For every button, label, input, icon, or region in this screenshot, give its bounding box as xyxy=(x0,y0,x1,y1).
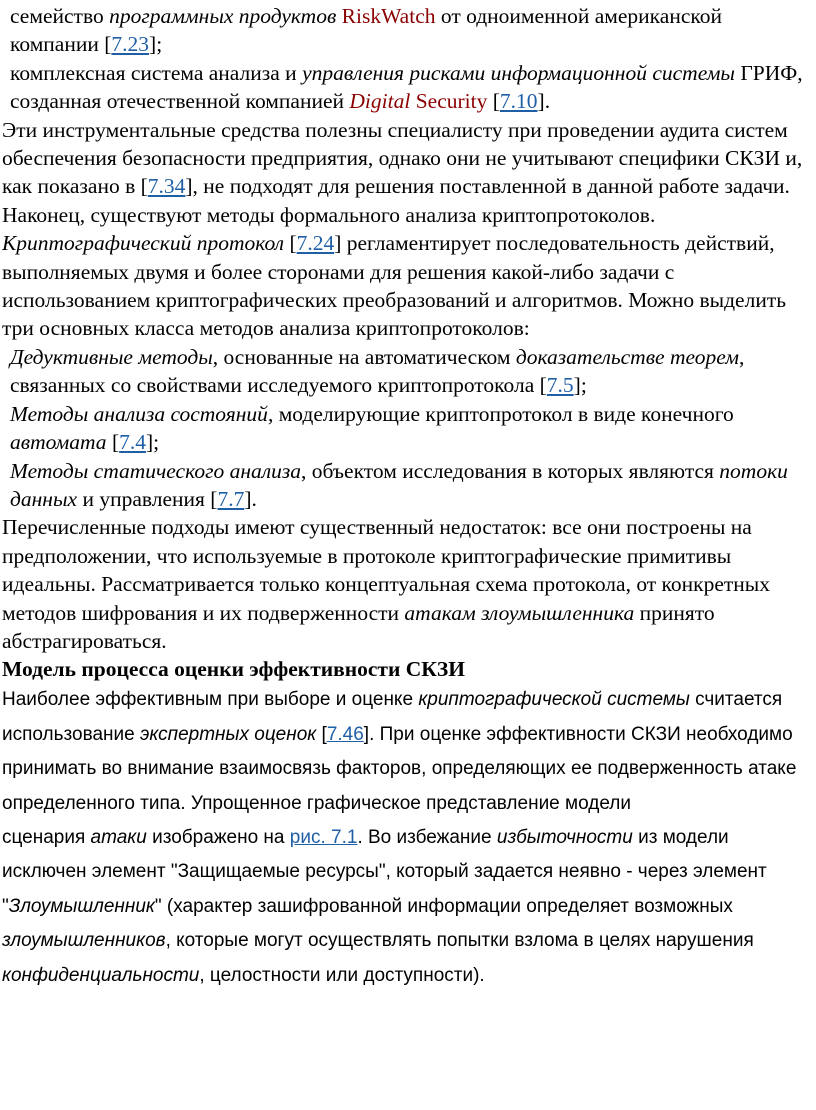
text-run: Наиболее эффективным при выборе и оценке xyxy=(2,689,419,711)
text-run: " (характер зашифрованной информации определяет возможных xyxy=(154,895,733,917)
paragraph-formal-analysis xyxy=(0,201,816,343)
reference-link[interactable]: 7.46 xyxy=(326,723,364,745)
text-run: [ xyxy=(284,231,297,256)
italic-term: конфиденциальности xyxy=(2,964,200,986)
reference-link[interactable]: 7.24 xyxy=(296,231,335,256)
text-run: , которые могут осуществлять попытки взлома в целях нарушения xyxy=(165,930,754,952)
italic-term: Злоумышленник xyxy=(8,895,155,917)
list-item-state-analysis xyxy=(0,400,816,457)
text-run: ] регламентирует последовательность действий, выполняемых двумя и более сторонами для решения какой-либо задачи с использованием криптографических преобразований и алгоритмов. Можно выделить три основных класса методов анализа криптопротоколов: xyxy=(2,231,787,341)
text-run: [ xyxy=(316,723,327,745)
italic-term: избыточности xyxy=(496,826,633,848)
italic-term: потоки данных xyxy=(10,458,788,511)
text-run: комплексная система анализа и xyxy=(10,60,303,85)
reference-link[interactable]: 7.4 xyxy=(119,430,146,455)
italic-term: Криптографический протокол xyxy=(2,231,285,256)
text-run: [ xyxy=(106,430,120,455)
paragraph-drawbacks xyxy=(0,513,816,655)
italic-term: криптографической системы xyxy=(418,689,690,711)
text-run: ]; xyxy=(573,373,587,398)
italic-term: злоумышленников xyxy=(2,930,166,952)
text-run: ]. xyxy=(537,89,551,114)
reference-link[interactable]: 7.23 xyxy=(111,32,150,57)
intro-section xyxy=(0,2,816,655)
italic-term: Методы анализа состояний xyxy=(10,401,268,426)
list-item-riskwatch xyxy=(0,2,816,59)
text-run: от одноименной американской компании [ xyxy=(10,4,722,57)
text-run: ]. xyxy=(244,486,257,511)
italic-term: автомата xyxy=(10,430,107,455)
italic-term: атаки xyxy=(90,826,147,848)
text-run: , моделирующие криптопротокол в виде конечного xyxy=(267,401,734,426)
italic-term: доказательстве теорем xyxy=(515,344,739,369)
brand-name: Security xyxy=(415,89,488,114)
text-run: считается использование xyxy=(2,689,783,745)
text-run: Перечисленные подходы имеют существенный недостаток: все они построены на предположении, что используемые в протоколе криптографические примитивы идеальны. Рассматривается только концептуальная схема протокола, от конкретных методов шифрования и их подверженности xyxy=(2,515,770,625)
text-run: ], не подходят для решения поставленной в данной работе задачи. xyxy=(185,174,790,199)
figure-link[interactable]: рис. 7.1 xyxy=(289,826,358,848)
text-run: ]; xyxy=(145,430,160,455)
text-run: из модели исключен элемент "Защищаемые ресурсы", который задается неявно - через элемент " xyxy=(2,826,767,917)
paragraph-tools xyxy=(0,116,816,201)
italic-term: Дедуктивные методы xyxy=(10,344,213,369)
text-run: изображено на xyxy=(146,826,290,848)
text-run: Наконец, существуют методы формального анализа криптопротоколов. xyxy=(2,202,656,227)
list-item-static-analysis xyxy=(0,457,816,514)
model-section xyxy=(0,683,816,993)
brand-name: RiskWatch xyxy=(341,4,436,28)
text-run: , целостности или доступности). xyxy=(199,964,485,986)
text-run: и управления [ xyxy=(77,486,218,511)
italic-term: программных продуктов xyxy=(109,4,337,28)
text-run: , объектом исследования в которых являются xyxy=(301,458,720,483)
paragraph-expert-estimates xyxy=(2,683,816,821)
reference-link[interactable]: 7.7 xyxy=(217,486,245,511)
text-run: . Во избежание xyxy=(357,826,497,848)
text-run: , связанных со свойствами исследуемого криптопротокола [ xyxy=(10,344,745,398)
text-run: ]. При оценке эффективности СКЗИ необходимо принимать во внимание взаимосвязь факторов, определяющих ее подверженность атаке определенного типа. Упрощенное графическое представление модели xyxy=(2,723,797,814)
text-run: сценария xyxy=(2,826,91,848)
text-run: [ xyxy=(487,89,500,114)
text-run: ]; xyxy=(149,32,163,57)
reference-link[interactable]: 7.34 xyxy=(147,174,186,199)
text-run: принято абстрагироваться. xyxy=(2,600,715,653)
text-run: семейство xyxy=(10,4,110,28)
italic-term: экспертных оценок xyxy=(140,723,317,745)
italic-term: атакам злоумышленника xyxy=(404,600,635,625)
text-run: ГРИФ, созданная отечественной компанией xyxy=(10,60,803,114)
text-run: , основанные на автоматическом xyxy=(212,344,516,369)
reference-link[interactable]: 7.5 xyxy=(546,373,574,398)
paragraph-attack-scenario xyxy=(2,821,816,993)
brand-name: Digital xyxy=(349,89,411,114)
reference-link[interactable]: 7.10 xyxy=(499,89,538,114)
italic-term: управления рисками информационной системы xyxy=(302,60,735,85)
text-run: Эти инструментальные средства полезны специалисту при проведении аудита систем обеспечения безопасности предприятия, однако они не учитывают специфики СКЗИ и, как показано в [ xyxy=(2,117,803,199)
list-item-grif xyxy=(0,59,816,116)
list-item-deductive xyxy=(0,343,816,400)
section-heading: Модель процесса оценки эффективности СКЗИ xyxy=(2,657,465,682)
italic-term: Методы статического анализа xyxy=(10,458,302,483)
